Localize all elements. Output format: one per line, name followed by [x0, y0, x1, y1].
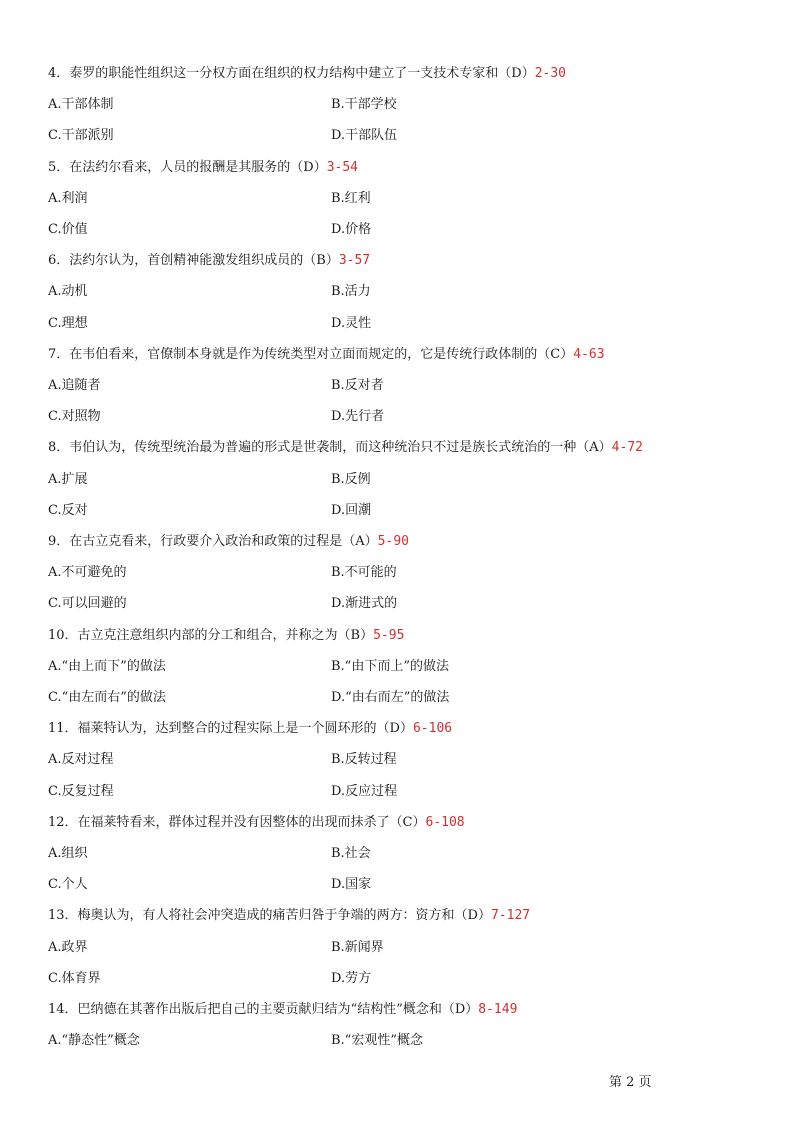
question-stem	[48, 908, 748, 924]
answer-option: D.“由右而左”的做法	[331, 690, 450, 705]
question-text: 7．在韦伯看来，官僚制本身就是作为传统类型对立面而规定的，它是传统行政体制的（C）	[48, 346, 574, 362]
question-stem	[48, 815, 748, 831]
answer-option: D.干部队伍	[331, 128, 398, 144]
answer-option: C.干部派别	[48, 128, 114, 144]
page-reference: 4-63	[573, 346, 605, 362]
answer-option: A.动机	[48, 284, 88, 300]
answer-option: C.对照物	[48, 409, 101, 425]
answer-option: D.价格	[331, 222, 372, 237]
question-stem	[48, 440, 748, 456]
answer-option: D.劳方	[331, 970, 372, 986]
answer-option: B.“宏观性”概念	[331, 1033, 423, 1049]
answer-option: C.价值	[48, 222, 88, 237]
question-stem	[48, 253, 748, 269]
answer-option: C.“由左而右”的做法	[48, 690, 166, 705]
question-text: 8．韦伯认为，传统型统治最为普遍的形式是世袭制，而这种统治只不过是族长式统治的一种（A）	[48, 440, 612, 456]
answer-option: B.反转过程	[331, 752, 397, 768]
question-text: 14．巴纳德在其著作出版后把自己的主要贡献归结为“结构性”概念和（D）	[48, 1002, 479, 1017]
question-text: 12．在福莱特看来，群体过程并没有因整体的出现而抹杀了（C）	[48, 814, 426, 830]
page-reference: 3-57	[338, 253, 371, 269]
page-number: 第 2 页	[609, 1075, 652, 1090]
answer-option: A.反对过程	[48, 752, 114, 768]
question-stem	[48, 160, 748, 176]
answer-option: B.“由下而上”的做法	[331, 658, 449, 674]
page-reference: 2-30	[534, 66, 567, 81]
answer-option: B.干部学校	[331, 97, 397, 113]
answer-option: B.新闻界	[331, 939, 384, 955]
answer-option: B.活力	[331, 284, 371, 300]
question-stem	[48, 628, 748, 644]
answer-option: D.反应过程	[331, 783, 398, 799]
answer-option: B.反对者	[331, 378, 384, 393]
answer-option: A.不可避免的	[48, 565, 127, 581]
answer-option: C.反复过程	[48, 783, 114, 799]
page-reference: 6-106	[412, 721, 453, 737]
question-stem	[48, 534, 748, 550]
page-reference: 3-54	[326, 159, 359, 175]
question-stem	[48, 721, 748, 737]
page-reference: 8-149	[478, 1002, 518, 1017]
page-reference: 5-95	[373, 627, 405, 643]
question-stem	[48, 1002, 748, 1018]
question-stem	[48, 66, 748, 82]
question-text: 13．梅奥认为，有人将社会冲突造成的痛苦归咎于争端的两方：资方和（D）	[48, 908, 491, 924]
answer-option: C.理想	[48, 315, 88, 331]
page-reference: 4-72	[611, 440, 643, 456]
question-text: 11．福莱特认为，达到整合的过程实际上是一个圆环形的（D）	[48, 721, 413, 737]
answer-option: A.扩展	[48, 471, 88, 487]
answer-option: B.红利	[331, 190, 371, 206]
question-text: 9．在古立克看来，行政要介入政治和政策的过程是（A）	[48, 534, 378, 549]
answer-option: A.追随者	[48, 378, 101, 393]
answer-option: D.渐进式的	[331, 596, 398, 612]
page-reference: 5-90	[377, 534, 409, 549]
answer-option: C.个人	[48, 877, 88, 893]
answer-option: C.反对	[48, 502, 88, 518]
answer-option: D.灵性	[331, 315, 372, 331]
answer-option: A.“静态性”概念	[48, 1033, 140, 1049]
question-stem	[48, 347, 748, 363]
question-text: 6．法约尔认为，首创精神能激发组织成员的（B）	[48, 253, 339, 269]
answer-option: B.不可能的	[331, 565, 397, 581]
answer-option: B.反例	[331, 471, 371, 487]
answer-option: A.干部体制	[48, 97, 114, 113]
answer-option: C.体育界	[48, 970, 101, 986]
answer-option: A.“由上而下”的做法	[48, 658, 166, 674]
answer-option: B.社会	[331, 846, 371, 861]
answer-option: C.可以回避的	[48, 596, 127, 612]
page-reference: 7-127	[490, 908, 531, 924]
page-reference: 6-108	[425, 814, 465, 830]
answer-option: A.政界	[48, 939, 88, 955]
answer-option: A.利润	[48, 190, 88, 206]
question-text: 10．古立克注意组织内部的分工和组合，并称之为（B）	[48, 627, 374, 643]
question-text: 5．在法约尔看来，人员的报酬是其服务的（D）	[48, 159, 327, 175]
answer-option: A.组织	[48, 846, 88, 861]
question-text: 4．泰罗的职能性组织这一分权方面在组织的权力结构中建立了一支技术专家和（D）	[48, 66, 535, 81]
answer-option: D.回潮	[331, 502, 372, 518]
answer-option: D.先行者	[331, 409, 385, 425]
answer-option: D.国家	[331, 877, 372, 893]
